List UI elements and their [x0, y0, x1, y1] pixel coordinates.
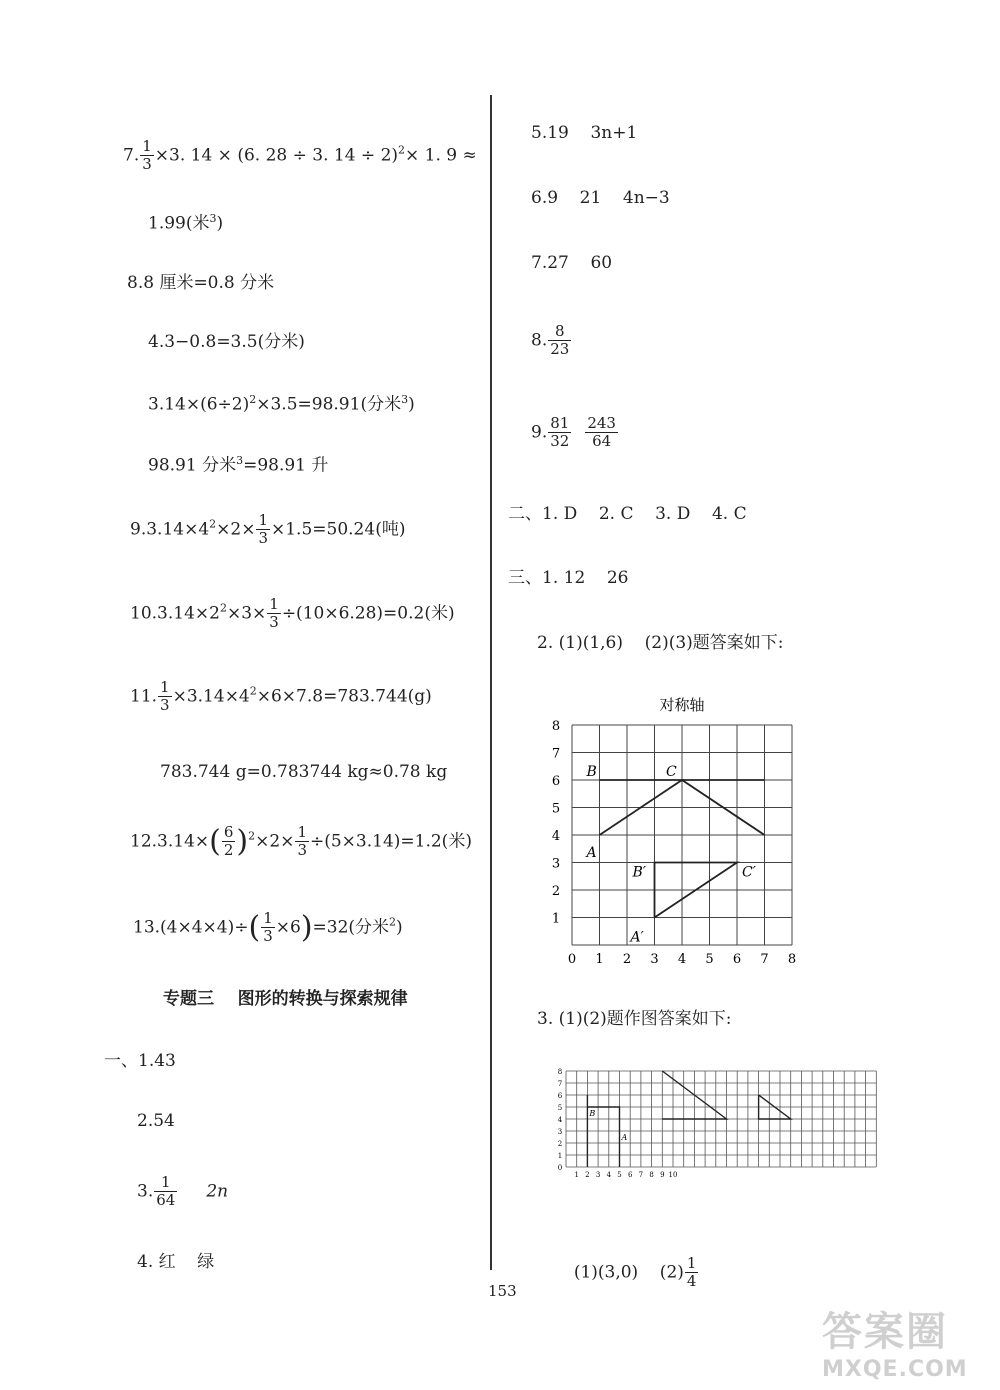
fraction: $\frac{1}{3}$: [297, 823, 307, 860]
x-tick-label: 7: [760, 952, 769, 967]
fraction: $\frac{81}{32}$: [550, 414, 570, 451]
x-tick-label: 5: [617, 1171, 622, 1179]
y-tick-label: 2: [557, 1140, 563, 1148]
y-tick-label: 7: [551, 746, 561, 762]
y-tick-label: 6: [557, 1092, 563, 1100]
fraction: $\frac{1}{3}$: [258, 511, 268, 548]
point-label: B: [589, 1109, 596, 1118]
q13-line: 13.(4×4×4)÷( $\frac{1}{3}$ ×6)=32(分米$^2$): [133, 909, 403, 946]
y-tick-label: 6: [551, 774, 561, 789]
y-tick-label: 1: [551, 911, 561, 927]
watermark-logo: 答案圈 MXQE.COM: [822, 1309, 968, 1382]
fraction: $\frac{1}{3}$: [269, 595, 279, 632]
q12-line: 12.3.14×( $\frac{6}{2}$ )$^2$×2× $\frac{1}{3}$ ÷(5×3.14)=1.2(米): [130, 823, 472, 860]
x-tick-label: 10: [668, 1171, 678, 1179]
y-tick-label: 4: [551, 829, 561, 844]
point-label: B′: [632, 864, 646, 881]
x-tick-label: 1: [595, 952, 604, 967]
y-tick-label: 1: [557, 1152, 563, 1160]
fraction: $\frac{1}{3}$: [263, 909, 273, 946]
section2-answers: 二、1. D 2. C 3. D 4. C: [508, 504, 747, 524]
q11-line1: 11. $\frac{1}{3}$ $\times 3.14\times 4^2\times 6\times 7.8=783.744(g)$: [130, 678, 432, 715]
point-label: C′: [742, 864, 756, 881]
q10-line: $10.3.14\times 2^2\times 3\times$ $\frac{1}{3}$ ÷(10×6.28)=0.2(米): [130, 595, 455, 632]
s1-item4: 4. 红 绿: [137, 1252, 215, 1272]
q8-line2: 4.3−0.8=3.5(分米): [148, 332, 305, 352]
r-item9: 9. $\frac{81}{32}$ $\frac{243}{64}$: [531, 414, 616, 451]
x-tick-label: 9: [660, 1171, 665, 1179]
q9-line: $9.3.14\times 4^2\times 2\times$ $\frac{1}{3}$ ×1.5=50.24(吨): [130, 511, 406, 548]
q8-line3: $3.14\times(6\div 2)^2\times 3.5=98.91$(分米$^3$): [148, 393, 415, 415]
y-tick-label: 4: [557, 1116, 563, 1124]
q7-line2: 1.99(米$^3$): [148, 212, 224, 234]
q11-line2: 783.744 g=0.783744 kg≈0.78 kg: [160, 762, 448, 782]
x-tick-label: 6: [732, 952, 742, 967]
x-tick-label: 2: [585, 1171, 590, 1179]
final-answers: (1)(3,0) (2) $\frac{1}{4}$: [573, 1254, 697, 1291]
fraction: $\frac{1}{3}$: [142, 137, 152, 174]
r-item8: 8. $\frac{8}{23}$: [531, 322, 570, 359]
r-item5: 5.19 3n+1: [531, 123, 638, 143]
y-tick-label: 5: [551, 801, 561, 817]
q7-line1: 7. $\frac{1}{3}$ ×3. 14 × (6. 28 ÷ 3. 14 ÷ 2)$^2$× 1. 9 ≈: [123, 137, 477, 174]
y-tick-label: 3: [551, 856, 561, 872]
section3-item2: 2. (1)(1,6) (2)(3)题答案如下:: [537, 633, 784, 653]
point-label: A: [586, 845, 597, 861]
x-tick-label: 8: [787, 952, 797, 967]
y-tick-label: 8: [557, 1068, 563, 1076]
y-tick-label: 5: [557, 1104, 563, 1112]
chart-title: 对称轴: [659, 696, 705, 714]
x-tick-label: 4: [606, 1171, 612, 1179]
point-label: A′: [630, 929, 644, 946]
x-tick-label: 8: [649, 1171, 654, 1179]
x-tick-label: 7: [638, 1171, 644, 1179]
fraction: $\frac{6}{2}$: [223, 823, 234, 860]
transform-grid-chart: [550, 1065, 880, 1180]
x-tick-label: 3: [650, 952, 659, 967]
q8-line1: 8.8 厘米=0.8 分米: [127, 273, 275, 293]
x-tick-label: 4: [677, 952, 687, 967]
x-tick-label: 0: [567, 952, 577, 967]
y-tick-label: 8: [551, 719, 561, 734]
symmetry-grid-chart: [540, 690, 810, 970]
y-tick-label: 3: [557, 1128, 563, 1136]
s1-item3: 3. $\frac{1}{64}$ 2n: [137, 1173, 229, 1210]
fraction: $\frac{1}{64}$: [156, 1173, 176, 1210]
s1-item2: 2.54: [137, 1111, 175, 1131]
section-title: 专题三 图形的转换与探索规律: [163, 989, 408, 1009]
section3-item1: 三、1. 12 26: [508, 568, 629, 588]
point-label: C: [666, 764, 677, 780]
point-label: B: [586, 764, 597, 780]
x-tick-label: 3: [595, 1171, 601, 1179]
x-tick-label: 6: [627, 1171, 633, 1179]
r-item7: 7.27 60: [531, 253, 613, 273]
page-number: 153: [488, 1282, 517, 1300]
x-tick-label: 2: [622, 952, 632, 967]
column-divider: [490, 95, 492, 1270]
x-tick-label: 5: [705, 952, 714, 967]
section3-item3: 3. (1)(2)题作图答案如下:: [537, 1009, 732, 1029]
y-tick-label: 7: [557, 1080, 563, 1088]
s1-item1: 一、1.43: [104, 1051, 176, 1071]
q8-line4: 98.91 分米$^3$=98.91 升: [148, 454, 329, 476]
fraction: $\frac{243}{64}$: [587, 414, 616, 451]
point-label: A: [621, 1133, 628, 1142]
fraction: $\frac{1}{4}$: [686, 1254, 697, 1291]
fraction: $\frac{8}{23}$: [550, 322, 570, 359]
y-tick-label: 2: [551, 884, 561, 899]
y-tick-label: 0: [557, 1164, 563, 1172]
x-tick-label: 1: [574, 1171, 579, 1179]
r-item6: 6.9 21 4n−3: [531, 188, 670, 208]
fraction: $\frac{1}{3}$: [160, 678, 170, 715]
